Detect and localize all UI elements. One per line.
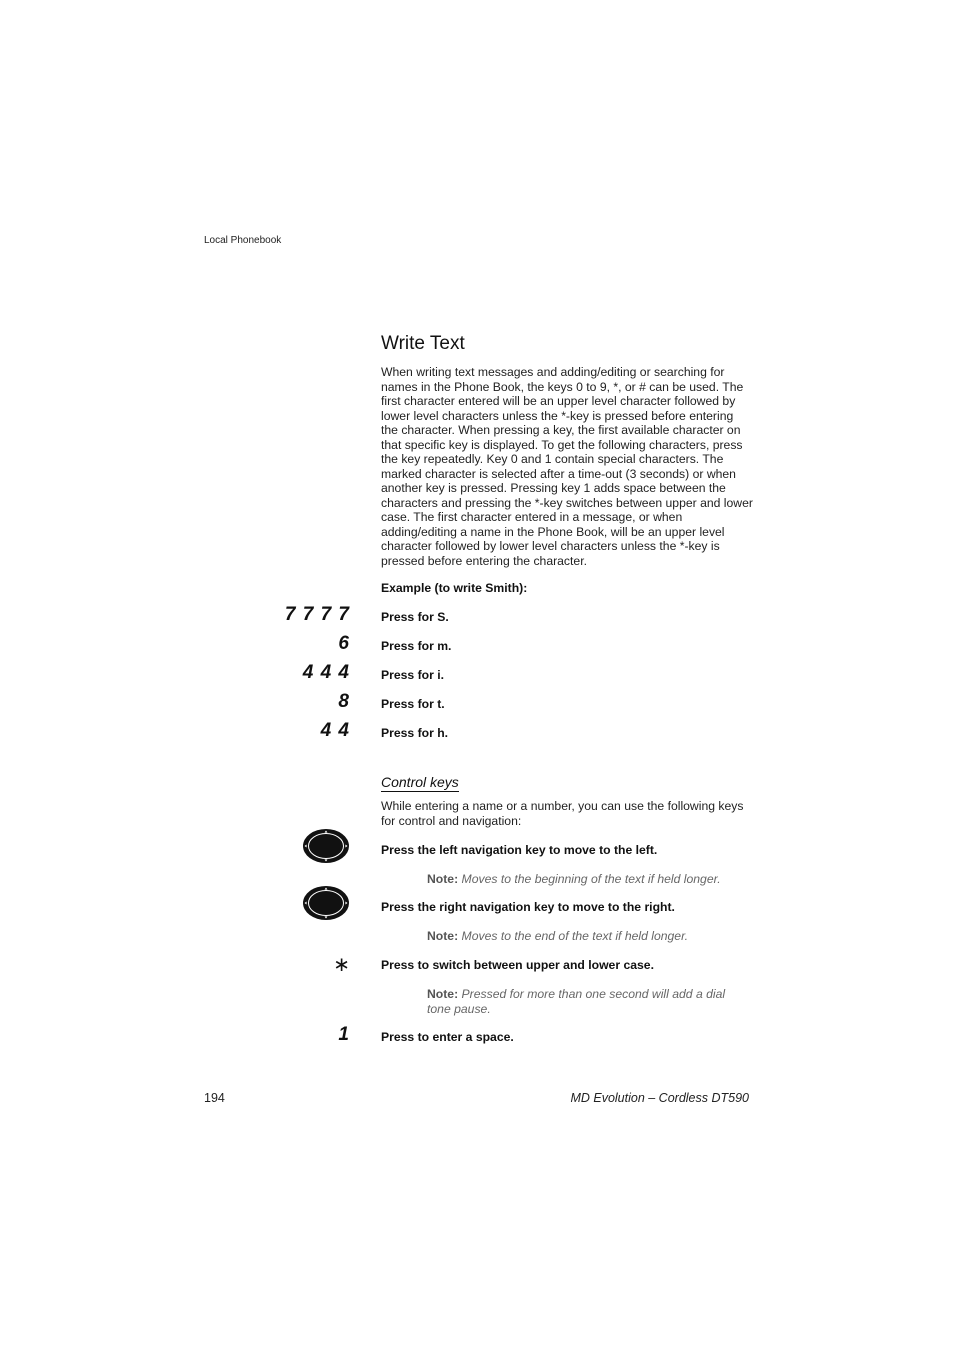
step-text-s: Press for S. bbox=[381, 610, 449, 624]
document-title: MD Evolution – Cordless DT590 bbox=[570, 1091, 749, 1105]
note-left bbox=[427, 872, 747, 887]
navigation-key-left-icon bbox=[302, 828, 350, 864]
running-header: Local Phonebook bbox=[204, 235, 282, 246]
control-left-text: Press the left navigation key to move to the left. bbox=[381, 843, 658, 857]
page-number: 194 bbox=[204, 1091, 225, 1105]
control-space-text: Press to enter a space. bbox=[381, 1030, 514, 1044]
note-label: Note: bbox=[427, 872, 459, 886]
note-star bbox=[427, 987, 747, 1016]
intro-paragraph: When writing text messages and adding/editing or searching for names in the Phone Book, the keys 0 to 9, *, or # can be used. The first character entered will be an upper level character followed by lower level characters unless the *-key is pressed before entering the character. When pressing a key, the first available character on that specific key is displayed. To get the following characters, press the key repeatedly. Key 0 and 1 contain special characters. The marked character is selected after a time-out (3 seconds) or when another key is pressed. Pressing key 1 adds space between the characters and pressing the *-key switches between upper and lower case. The first character entered in a message, or when adding/editing a name in the Phone Book, will be an upper level character followed by lower level characters unless the *-key is pressed before entering the character. bbox=[381, 365, 753, 568]
step-text-i: Press for i. bbox=[381, 668, 444, 682]
page-title: Write Text bbox=[381, 333, 465, 354]
navigation-key-right-icon bbox=[302, 885, 350, 921]
star-key-icon: ∗ bbox=[333, 954, 350, 976]
key-sequence-m: 6 bbox=[338, 633, 350, 654]
key-sequence-i: 4 4 4 bbox=[302, 662, 350, 683]
step-text-m: Press for m. bbox=[381, 639, 452, 653]
control-star-text: Press to switch between upper and lower case. bbox=[381, 958, 654, 972]
note-label: Note: bbox=[427, 987, 459, 1001]
note-right bbox=[427, 929, 747, 944]
key-sequence-t: 8 bbox=[338, 691, 350, 712]
key-one-icon: 1 bbox=[338, 1024, 350, 1045]
note-label: Note: bbox=[427, 929, 459, 943]
control-keys-intro: While entering a name or a number, you can use the following keys for control and navigation: bbox=[381, 799, 744, 828]
note-text: Moves to the beginning of the text if held longer. bbox=[461, 872, 721, 886]
note-text: Moves to the end of the text if held longer. bbox=[461, 929, 689, 943]
step-text-t: Press for t. bbox=[381, 697, 445, 711]
example-label: Example (to write Smith): bbox=[381, 581, 528, 595]
key-sequence-s: 7 7 7 7 bbox=[284, 604, 350, 625]
note-text: Pressed for more than one second will add a dial tone pause. bbox=[427, 987, 726, 1016]
control-keys-heading: Control keys bbox=[381, 774, 459, 790]
control-right-text: Press the right navigation key to move to the right. bbox=[381, 900, 675, 914]
step-text-h: Press for h. bbox=[381, 726, 449, 740]
key-sequence-h: 4 4 bbox=[320, 720, 350, 741]
